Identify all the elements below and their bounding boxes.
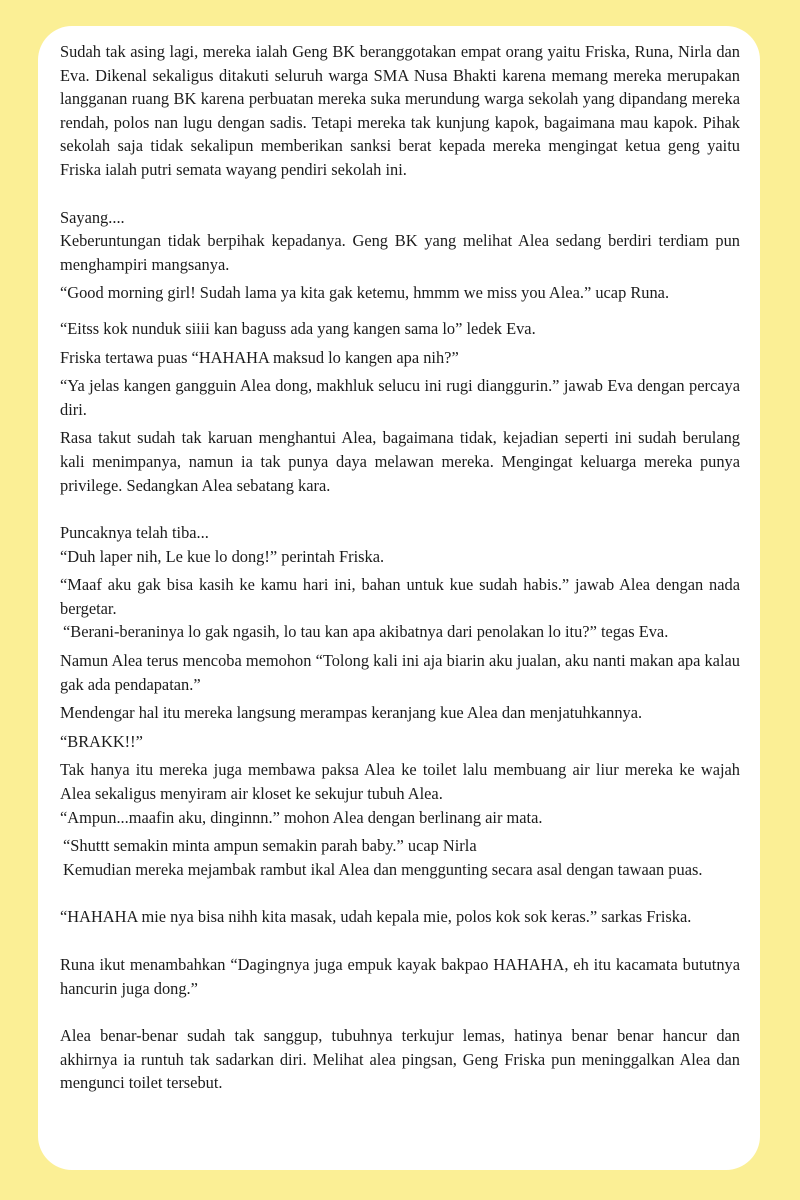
paragraph-keberuntungan: Keberuntungan tidak berpihak kepadanya. Geng BK yang melihat Alea sedang berdiri terdiam pun menghampiri mangsanya. [60, 231, 740, 274]
dialogue-friska-hungry: “Duh laper nih, Le kue lo dong!” perintah Friska. [60, 546, 385, 566]
dialogue-runa-add: Runa ikut menambahkan “Dagingnya juga empuk kayak bakpao HAHAHA, eh itu kacamata bututnya hancurin juga dong.” [60, 955, 740, 998]
paragraph-sayang: Sayang.... [60, 207, 125, 227]
dialogue-alea-ampun: “Ampun...maafin aku, dinginnn.” mohon Alea dengan berlinang air mata. [60, 807, 543, 827]
dialogue-eva-tease: “Eitss kok nunduk siiii kan baguss ada yang kangen sama lo” ledek Eva. [60, 318, 536, 338]
dialogue-friska-sarcasm: “HAHAHA mie nya bisa nihh kita masak, udah kepala mie, polos kok sok keras.” sarkas Friska. [60, 907, 692, 927]
sound-brakk: “BRAKK!!” [60, 731, 143, 751]
dialogue-eva-answer: “Ya jelas kangen gangguin Alea dong, makhluk selucu ini rugi dianggurin.” jawab Eva dengan percaya diri. [60, 376, 740, 419]
paragraph-intro: Sudah tak asing lagi, mereka ialah Geng BK beranggotakan empat orang yaitu Friska, Runa, Nirla dan Eva. Dikenal sekaligus ditakuti seluruh warga SMA Nusa Bhakti karena memang mereka merupakan langganan ruang BK karena perbuatan mereka suka merundung warga sekolah yang dipandang mereka rendah, polos nan lugu dengan sadis. Tetapi mereka tak kunjung kapok, bagaimana mau kapok. Pihak sekolah saja tidak sekalipun memberikan sanksi berat kepada mereka mengingat ketua geng yaitu Friska ialah putri semata wayang pendiri sekolah ini. [60, 42, 740, 179]
paragraph-toilet: Tak hanya itu mereka juga membawa paksa Alea ke toilet lalu membuang air liur mereka ke wajah Alea sekaligus menyiram air kloset ke sekujur tubuh Alea. [60, 760, 740, 804]
dialogue-runa-greeting: “Good morning girl! Sudah lama ya kita gak ketemu, hmmm we miss you Alea.” ucap Runa. [60, 283, 670, 303]
story-card [38, 26, 760, 1170]
paragraph-alea-plea: Namun Alea terus mencoba memohon “Tolong kali ini aja biarin aku jualan, aku nanti makan apa kalau gak ada pendapatan.” [60, 651, 740, 694]
paragraph-climax: Puncaknya telah tiba... [60, 523, 209, 543]
paragraph-fear: Rasa takut sudah tak karuan menghantui Alea, bagaimana tidak, kejadian seperti ini sudah berulang kali menimpanya, namun ia tak punya daya melawan mereka. Mengingat keluarga mereka punya privilege. Sedangkan Alea sebatang kara. [60, 428, 740, 495]
paragraph-ending: Alea benar-benar sudah tak sanggup, tubuhnya terkujur lemas, hatinya benar benar hancur dan akhirnya ia runtuh tak sadarkan diri. Melihat alea pingsan, Geng Friska pun meninggalkan Alea dan mengunci toilet tersebut. [60, 1026, 740, 1093]
paragraph-basket: Mendengar hal itu mereka langsung merampas keranjang kue Alea dan menjatuhkannya. [60, 703, 643, 723]
dialogue-alea-sorry: “Maaf aku gak bisa kasih ke kamu hari ini, bahan untuk kue sudah habis.” jawab Alea dengan nada bergetar. [60, 575, 740, 618]
dialogue-eva-threat: “Berani-beraninya lo gak ngasih, lo tau kan apa akibatnya dari penolakan lo itu?” tegas Eva. [63, 622, 669, 642]
dialogue-friska-laugh: Friska tertawa puas “HAHAHA maksud lo kangen apa nih?” [60, 347, 459, 367]
paragraph-hair: Kemudian mereka mejambak rambut ikal Alea dan menggunting secara asal dengan tawaan puas. [63, 859, 703, 879]
dialogue-nirla: “Shuttt semakin minta ampun semakin parah baby.” ucap Nirla [63, 836, 477, 856]
